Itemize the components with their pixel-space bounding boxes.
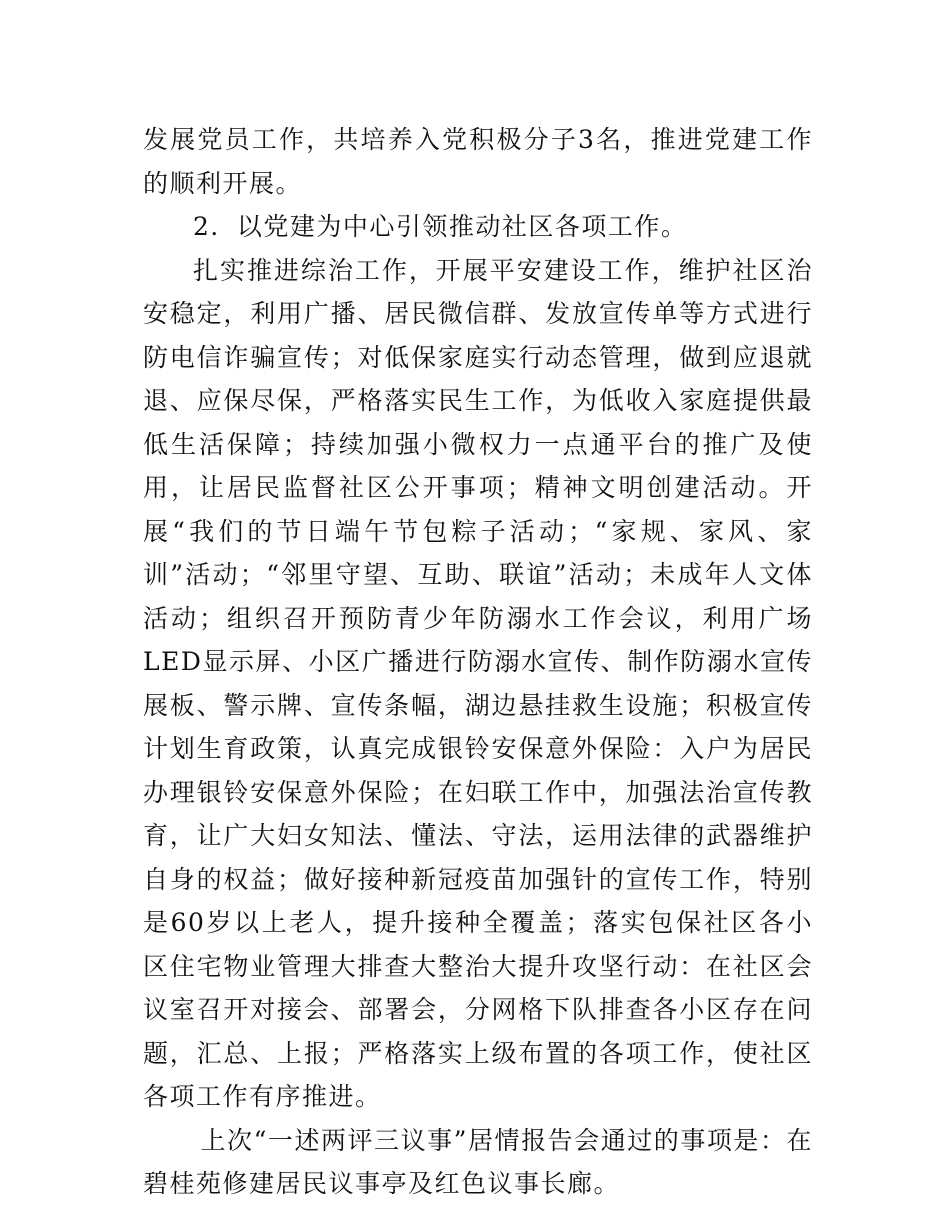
paragraph-party-development: 发展党员工作，共培养入党积极分子3名，推进党建工作的顺利开展。 [143,125,813,198]
paragraph-previous-meeting-items: 上次“一述两评三议事”居情报告会通过的事项是：在碧桂苑修建居民议事亭及红色议事长廊。 [143,1125,813,1198]
document-body [143,118,813,1206]
paragraph-community-work: 扎实推进综治工作，开展平安建设工作，维护社区治安稳定，利用广播、居民微信群、发放宣传单等方式进行防电信诈骗宣传；对低保家庭实行动态管理，做到应退就退、应保尽保，严格落实民生工作，为低收入家庭提供最低生活保障；持续加强小微权力一点通平台的推广及使用，让居民监督社区公开事项；精神文明创建活动。开展“我们的节日端午节包粽子活动；“家规、家风、家训”活动；“邻里守望、互助、联谊”活动；未成年人文体活动；组织召开预防青少年防溺水工作会议，利用广场LED显示屏、小区广播进行防溺水宣传、制作防溺水宣传展板、警示牌、宣传条幅，湖边悬挂救生设施；积极宣传计划生育政策，认真完成银铃安保意外保险：入户为居民办理银铃安保意外保险；在妇联工作中，加强法治宣传教育，让广大妇女知法、懂法、守法，运用法律的武器维护自身的权益；做好接种新冠疫苗加强针的宣传工作，特别是60岁以上老人，提升接种全覆盖；落实包保社区各小区住宅物业管理大排查大整治大提升攻坚行动：在社区会议室召开对接会、部署会，分网格下队排查各小区存在问题，汇总、上报；严格落实上级布置的各项工作，使社区各项工作有序推进。 [143,255,813,1111]
section-heading-2: 2．以党建为中心引领推动社区各项工作。 [193,212,688,241]
